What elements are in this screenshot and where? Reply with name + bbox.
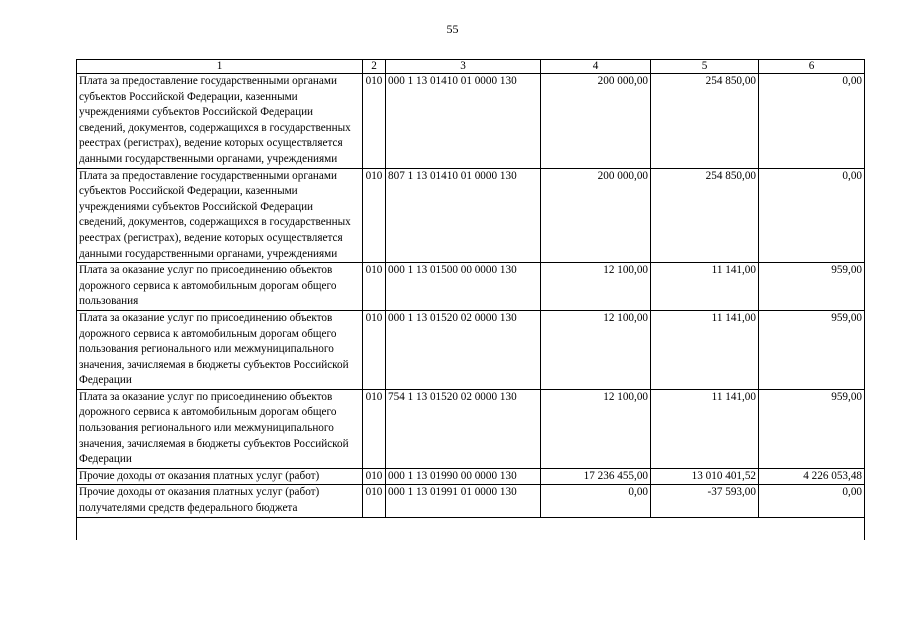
blank-cell [363, 517, 386, 540]
column-header: 4 [541, 60, 651, 74]
row-classification-code: 000 1 13 01991 01 0000 130 [386, 485, 541, 517]
row-line-code: 010 [363, 485, 386, 517]
blank-cell [541, 517, 651, 540]
row-value-col5: 254 850,00 [651, 74, 759, 169]
row-value-col6: 0,00 [759, 168, 865, 263]
row-value-col5: 254 850,00 [651, 168, 759, 263]
row-value-col4: 17 236 455,00 [541, 468, 651, 485]
row-value-col4: 12 100,00 [541, 310, 651, 389]
row-value-col5: 13 010 401,52 [651, 468, 759, 485]
row-value-col4: 200 000,00 [541, 168, 651, 263]
column-header: 5 [651, 60, 759, 74]
row-value-col4: 200 000,00 [541, 74, 651, 169]
row-classification-code: 000 1 13 01500 00 0000 130 [386, 263, 541, 311]
row-value-col6: 0,00 [759, 485, 865, 517]
row-line-code: 010 [363, 468, 386, 485]
table-row [77, 168, 865, 263]
row-value-col5: 11 141,00 [651, 310, 759, 389]
table-row [77, 389, 865, 468]
table-row [77, 310, 865, 389]
row-value-col4: 12 100,00 [541, 263, 651, 311]
table-row [77, 263, 865, 311]
row-name: Плата за оказание услуг по присоединению объектов дорожного сервиса к автомобильным дорогам общего пользования регионального или межмуниципального значения, зачисляемая в бюджеты субъектов Российской Федерации [77, 310, 363, 389]
row-value-col5: -37 593,00 [651, 485, 759, 517]
row-name: Плата за предоставление государственными органами субъектов Российской Федерации, казенными учреждениями субъектов Российской Федерации сведений, документов, содержащихся в государственных реестрах (регистрах), ведение которых осуществляется данными государственными органами, учреждениями [77, 74, 363, 169]
row-value-col6: 0,00 [759, 74, 865, 169]
row-line-code: 010 [363, 263, 386, 311]
table-row [77, 74, 865, 169]
row-name: Плата за оказание услуг по присоединению объектов дорожного сервиса к автомобильным дорогам общего пользования регионального или межмуниципального значения, зачисляемая в бюджеты субъектов Российской Федерации [77, 389, 363, 468]
row-classification-code: 000 1 13 01410 01 0000 130 [386, 74, 541, 169]
header-row [77, 60, 865, 74]
row-value-col6: 4 226 053,48 [759, 468, 865, 485]
blank-cell [651, 517, 759, 540]
row-name: Плата за предоставление государственными органами субъектов Российской Федерации, казенными учреждениями субъектов Российской Федерации сведений, документов, содержащихся в государственных реестрах (регистрах), ведение которых осуществляется данными государственными органами, учреждениями [77, 168, 363, 263]
row-line-code: 010 [363, 389, 386, 468]
row-value-col6: 959,00 [759, 389, 865, 468]
row-name: Плата за оказание услуг по присоединению объектов дорожного сервиса к автомобильным дорогам общего пользования [77, 263, 363, 311]
page-number: 55 [446, 22, 459, 36]
row-classification-code: 000 1 13 01990 00 0000 130 [386, 468, 541, 485]
row-value-col4: 12 100,00 [541, 389, 651, 468]
trailing-blank-row [77, 517, 865, 540]
blank-cell [77, 517, 363, 540]
report-table [76, 59, 865, 540]
row-classification-code: 807 1 13 01410 01 0000 130 [386, 168, 541, 263]
row-name: Прочие доходы от оказания платных услуг (работ) [77, 468, 363, 485]
row-line-code: 010 [363, 310, 386, 389]
table-row [77, 468, 865, 485]
column-header: 1 [77, 60, 363, 74]
column-header: 6 [759, 60, 865, 74]
table-row [77, 485, 865, 517]
row-value-col6: 959,00 [759, 263, 865, 311]
row-name: Прочие доходы от оказания платных услуг (работ) получателями средств федерального бюджета [77, 485, 363, 517]
row-value-col4: 0,00 [541, 485, 651, 517]
row-value-col5: 11 141,00 [651, 263, 759, 311]
row-value-col5: 11 141,00 [651, 389, 759, 468]
row-line-code: 010 [363, 168, 386, 263]
column-header: 3 [386, 60, 541, 74]
row-value-col6: 959,00 [759, 310, 865, 389]
blank-cell [759, 517, 865, 540]
blank-cell [386, 517, 541, 540]
row-classification-code: 000 1 13 01520 02 0000 130 [386, 310, 541, 389]
row-classification-code: 754 1 13 01520 02 0000 130 [386, 389, 541, 468]
row-line-code: 010 [363, 74, 386, 169]
column-header: 2 [363, 60, 386, 74]
